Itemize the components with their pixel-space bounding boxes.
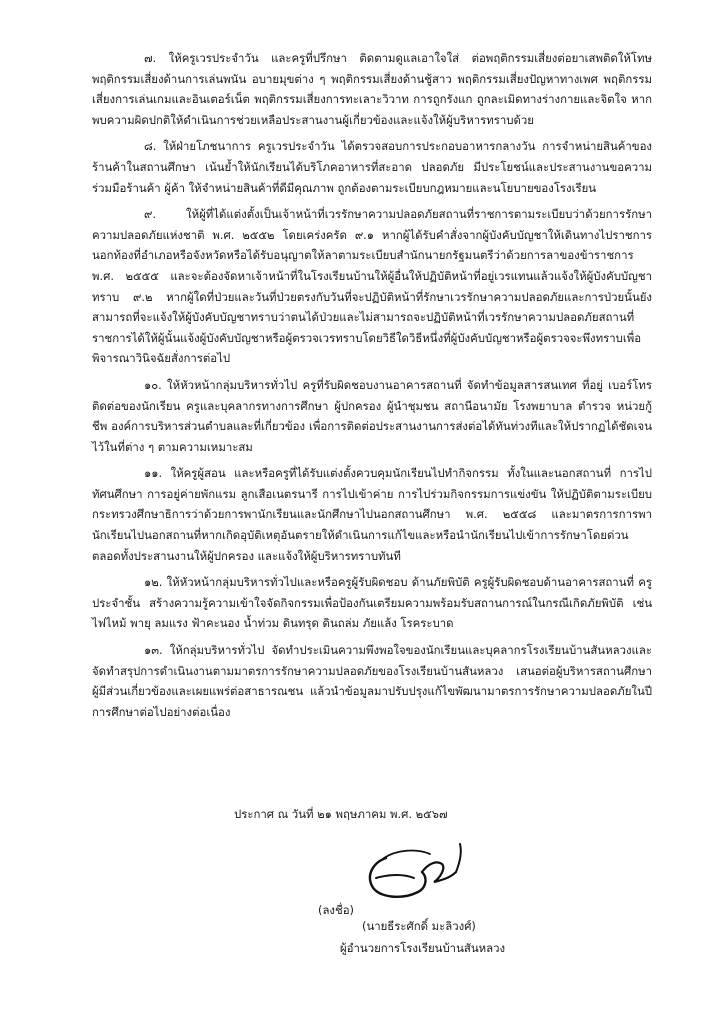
clause-13: ๑๓. ให้กลุ่มบริหารทั่วไป จัดทำประเมินความพึงพอใจของนักเรียนและบุคลากรโรงเรียนบ้านสันหลวงและจัดทำสรุปการดำเนินงานตามมาตรการรักษาความปลอดภัยของโรงเรียนบ้านสันหลวง เสนอต่อผู้บริหารสถานศึกษา ผู้มีส่วนเกี่ยวข้องและเผยแพร่ต่อสาธารณชน แล้วนำข้อมูลมาปรับปรุงแก้ไขพัฒนามาตรการรักษาความปลอดภัยในปีการศึกษาต่อไปอย่างต่อเนื่อง: [92, 643, 652, 719]
clause-12: ๑๒. ให้หัวหน้ากลุ่มบริหารทั่วไปและหรือครูผู้รับผิดชอบ ด้านภัยพิบัติ ครูผู้รับผิดชอบด้านอาคารสถานที่ ครูประจำชั้น สร้างความรู้ความเข้าใจจัดกิจกรรมเพื่อป้องกันเตรียมความพร้อมรับสถานการณ์ในกรณีเกิดภัยพิบัติ เช่น ไฟไหม้ พายุ ลมแรง ฟ้าคะนอง น้ำท่วม ดินทรุด ดินถล่ม ภัยแล้ง โรคระบาด: [92, 575, 652, 631]
signer-position: ผู้อำนวยการโรงเรียนบ้านสันหลวง: [340, 941, 506, 955]
clause-8: ๘. ให้ฝ่ายโภชนาการ ครูเวรประจำวัน ได้ตรวจสอบการประกอบอาหารกลางวัน การจำหน่ายสินค้าของร้านค้าในสถานศึกษา เน้นย้ำให้นักเรียนได้บริโภคอาหารที่สะอาด ปลอดภัย มีประโยชน์และประสานงานขอความร่วมมือร้านค้า ผู้ค้า ให้จำหน่ายสินค้าที่ดีมีคุณภาพ ถูกต้องตามระเบียบกฎหมายและนโยบายของโรงเรียน: [92, 139, 652, 195]
clause-11: ๑๑. ให้ครูผู้สอน และหรือครูที่ได้รับแต่งตั้งควบคุมนักเรียนไปทำกิจกรรม ทั้งในและนอกสถานที่ การไปทัศนศึกษา การอยู่ค่ายพักแรม ลูกเสือเนตรนารี การไปเข้าค่าย การไปร่วมกิจกรรมการแข่งขัน ให้ปฏิบัติตามระเบียบกระทรวงศึกษาธิการว่าด้วยการพานักเรียนและนักศึกษาไปนอกสถานศึกษา พ.ศ. ๒๕๕๘ และมาตรการการพานักเรียนไปนอกสถานที่หากเกิดอุบัติเหตุอันตรายให้ดำเนินการแก้ไขและหรือนำนักเรียนไปเข้าการรักษาโดยด่วนตลอดทั้งประสานงานให้ผู้ปกครอง และแจ้งให้ผู้บริหารทราบทันที: [92, 466, 652, 563]
clause-9: ๙. ให้ผู้ที่ได้แต่งตั้งเป็นเจ้าหน้าที่เวรรักษาความปลอดภัยสถานที่ราชการตามระเบียบว่าด้วยการรักษาความปลอดภัยแห่งชาติ พ.ศ. ๒๕๕๒ โดยเคร่งครัด ๙.๑ หากผู้ได้รับคำสั่งจากผู้บังคับบัญชาให้เดินทางไปราชการนอกท้องที่อำเภอหรือจังหวัดหรือได้รับอนุญาตให้ลาตามระเบียบสำนักนายกรัฐมนตรีว่าด้วยการลาของข้าราชการ พ.ศ. ๒๕๕๕ และจะต้องจัดหาเจ้าหน้าที่ในโรงเรียนบ้านให้ผู้อื่นให้ปฏิบัติหน้าที่อยู่เวรแทนแล้วแจ้งให้ผู้บังคับบัญชาทราบ ๙.๒ หากผู้ใดที่ป่วยและวันที่ป่วยตรงกับวันที่จะปฏิบัติหน้าที่รักษาเวรรักษาความปลอดภัยและการป่วยนั้นยังสามารถที่จะแจ้งให้ผู้บังคับบัญชาทราบว่าตนได้ป่วยและไม่สามารถจะปฏิบัติหน้าที่เวรรักษาความปลอดภัยสถานที่ราชการได้ให้ผู้นั้นแจ้งผู้บังคับบัญชาหรือผู้ตรวจเวรทราบโดยวิธีใดวิธีหนึ่งที่ผู้บังคับบัญชาหรือผู้ตรวจจะพึงทราบเพื่อพิจารณาวินิจฉัยสั่งการต่อไป: [92, 207, 652, 366]
sign-label: (ลงชื่อ): [318, 903, 355, 917]
handwritten-signature: [356, 838, 472, 906]
clause-7: ๗. ให้ครูเวรประจำวัน และครูที่ปรึกษา ติดตามดูแลเอาใจใส่ ต่อพฤติกรรมเสี่ยงต่อยาเสพติดให้โทษ พฤติกรรมเสี่ยงด้านการเล่นพนัน อบายมุขต่าง ๆ พฤติกรรมเสี่ยงด้านชู้สาว พฤติกรรมเสี่ยงปัญหาทางเพศ พฤติกรรมเสี่ยงการเล่นเกมและอินเตอร์เน็ต พฤติกรรมเสี่ยงการทะเลาะวิวาท การถูกรังแก ถูกละเมิดทางร่างกายและจิตใจ หากพบความผิดปกติให้ดำเนินการช่วยเหลือประสานงานผู้เกี่ยวข้องและแจ้งให้ผู้บริหารทราบด้วย: [92, 51, 652, 127]
clause-10: ๑๐. ให้หัวหน้ากลุ่มบริหารทั่วไป ครูที่รับผิดชอบงานอาคารสถานที่ จัดทำข้อมูลสารสนเทศ ที่อยู่ เบอร์โทรติดต่อของนักเรียน ครูและบุคลากรทางการศึกษา ผู้ปกครอง ผู้นำชุมชน สถานีอนามัย โรงพยาบาล ตำรวจ หน่วยกู้ชีพ องค์การบริหารส่วนตำบลและที่เกี่ยวข้อง เพื่อการติดต่อประสานงานการส่งต่อได้ทันท่วงทีและให้ปรากฏได้ชัดเจนไว้ในที่ต่าง ๆ ตามความเหมาะสม: [92, 377, 652, 454]
document-body: [92, 48, 652, 722]
announcement-date: ประกาศ ณ วันที่ ๒๑ พฤษภาคม พ.ศ. ๒๕๖๗: [234, 807, 448, 821]
signer-name: (นายธีระศักดิ์ มะลิวงศ์): [362, 919, 476, 933]
